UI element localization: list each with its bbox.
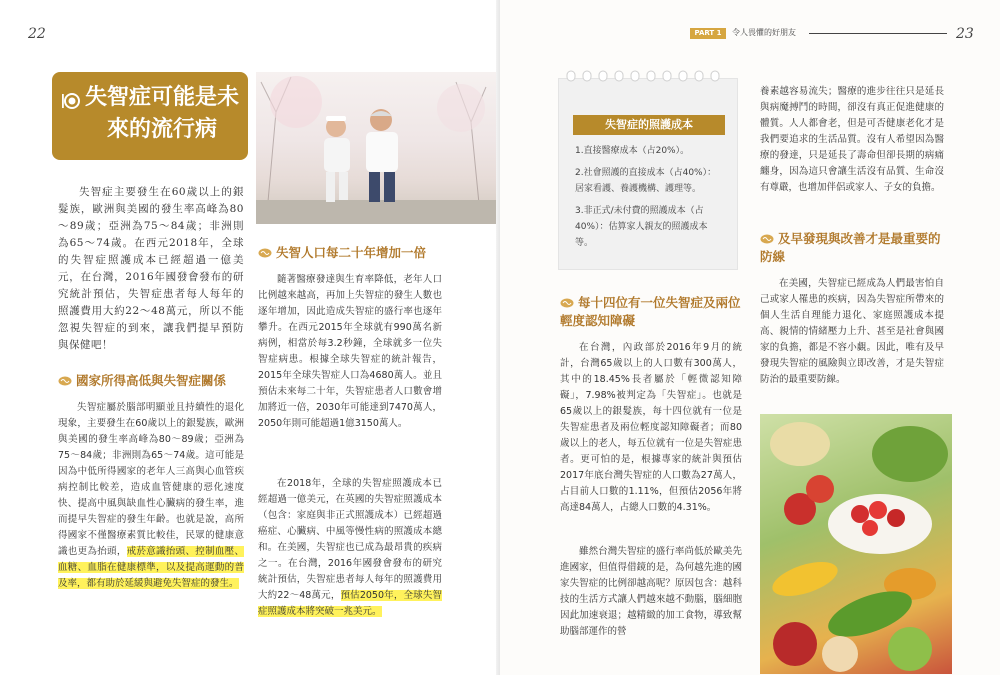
section4-body: 在美國，失智症已經成為人們最害怕自己或家人罹患的疾病，因為失智症所帶來的個人生活自理能力退化、家庭照護成本提高、親情的情緒壓力上升、甚至是社會與國家的負擔，都是不容小覷。因此，唯有及早發現失智症的風險與立即改善，才是失智症防治的最重要防線。 — [760, 278, 944, 385]
section3-heading — [560, 294, 746, 330]
note-list — [575, 143, 725, 257]
jogging-couple-illustration — [256, 72, 500, 224]
section1-heading — [58, 372, 248, 390]
section3-para2: 雖然台灣失智症的盛行率尚低於歐美先進國家，但值得借鏡的是，為何越先進的國家失智症的比例卻越高呢？原因包含：越科技的生活方式讓人們越來越不動腦，腦細胞因此加速衰退；越精緻的加工食物，導致幫助腦部運作的營 — [560, 546, 742, 637]
page-number-right: 23 — [956, 26, 974, 42]
brain-icon — [760, 234, 774, 244]
note-item: 2.社會照護的直接成本（占40%）：居家看護、養護機構、護理等。 — [575, 168, 717, 194]
note-item: 1.直接醫療成本（占20%）。 — [575, 146, 690, 156]
section4-heading-text: 及早發現與改善才是最重要的防線 — [760, 231, 941, 264]
note-title: 失智症的照護成本 — [573, 115, 725, 135]
section1-body — [58, 400, 244, 592]
notebook-rings-icon — [563, 70, 735, 82]
section2-para1: 隨著醫療發達與生育率降低，老年人口比例越來越高，再加上失智症的發生人數也逐年增加，因此造成失智症的盛行率也逐年攀升。在西元2015年全球就有990萬名新病例，相當於每3.2秒鐘，全球就多一位失智症病患。根據全球失智症的統計報告，2015年全球失智症人口為4680萬人。並且預估未來每二十年，失智症患者人口數會增加將近一倍，2030年可能達到7470萬人，2050年則可能超過1億3150萬人。 — [258, 274, 442, 429]
section2-text: 在2018年，全球的失智症照護成本已經超過一億美元，在英國的失智症照護成本（包含：家庭與非正式照護成本）已經超過癌症、心臟病、中風等慢性病的照護成本總和。在美國，失智症也已成為最昂貴的疾病之一。在台灣，2016年國發會發布的研究統計預估，失智症患者每人每年的照護費用大約22～48萬元， — [258, 478, 442, 601]
section4-heading — [760, 230, 946, 266]
continued-paragraph: 養素越容易流失；醫療的進步往往只是延長與病魔搏鬥的時間，卻沒有真正促進健康的體質。人人都會老，但是可否健康老化才是我們要追求的生活品質。沒有人希望因為醫療的發達，只是延長了壽命但卻長期的病痛纏身，因為這只會讓生活沒有品質、生命沒有尊嚴，也增加伴侶或家人、子女的負擔。 — [760, 86, 944, 193]
section1-text: 失智症屬於腦部明顯並且持續性的退化現象，主要發生在60歲以上的銀髮族，歐洲與美國的發生率高峰為80～89歲；亞洲為75～84歲；非洲則為65～74歲。這可能是因為中低所得國家的老年人三高與心血管疾病控制比較差，造成血管健康的惡化速度快、提高中風與缺血性心臟病的發生率，進而提早失智症的發生年齡。也就是說，高所得國家不僅醫療素質比較佳，民眾的健康意識也更為抬頭， — [58, 402, 244, 557]
chapter-title: 失智症可能是未來的流行病 — [84, 85, 239, 142]
section2-heading — [258, 244, 494, 262]
part-badge: PART 1 — [690, 28, 726, 39]
brain-icon — [58, 376, 72, 386]
page-number-left: 22 — [28, 26, 46, 42]
section3-heading-text: 每十四位有一位失智症及兩位輕度認知障礙 — [560, 295, 741, 328]
chapter-title-box — [52, 72, 248, 160]
section2-heading-text: 失智人口每二十年增加一倍 — [276, 245, 427, 260]
vegetables-illustration — [760, 414, 952, 674]
running-header-title: 令人畏懼的好朋友 — [732, 28, 796, 37]
brain-icon — [258, 248, 272, 258]
section2-highlight: 預估2050年，全球失智症照護成本將突破一兆美元。 — [258, 590, 442, 617]
plate-fork-icon — [60, 90, 82, 112]
vegetables-fruits-photo — [760, 414, 952, 674]
section3-para1: 在台灣，內政部於2016年9月的統計，台灣65歲以上的人口數有300萬人，其中的18.45%長者屬於「輕微認知障礙」，7.98%被判定為「失智症」。也就是65歲以上的銀髮族，每十四位就有一位是失智症患者及兩位輕度認知障礙者；而80歲以上的老人，每五位就有一位是失智症患者。更可怕的是，根據專家的統計與預估2017年底台灣失智症的人口數為27萬人，占目前人口數的1.11%，但預估2056年將高達84萬人，占總人口數的4.31%。 — [560, 342, 742, 513]
header-rule — [809, 33, 947, 34]
section1-heading-text: 國家所得高低與失智症關係 — [76, 373, 227, 388]
care-cost-note — [558, 78, 738, 270]
brain-icon — [560, 298, 574, 308]
section1-highlight: 戒菸意識抬頭、控制血壓、血糖、血脂在健康標準，以及提高運動的普及率，都有助於延緩與避免失智症的發生。 — [58, 546, 244, 589]
jogging-couple-photo — [256, 72, 500, 224]
section2-para2 — [258, 476, 442, 620]
intro-paragraph: 失智症主要發生在60歲以上的銀髮族，歐洲與美國的發生率高峰為80～89歲；亞洲為75～84歲；非洲則為65～74歲。在西元2018年，全球的失智症照護成本已經超過一億美元，在台灣，2016年國發會發布的研究統計預估，失智症患者每人每年的照護費用大約22～48萬元，所以不能忽視失智症的到來，讓我們提早預防與保健吧！ — [58, 186, 244, 351]
note-item: 3.非正式/未付費的照護成本（占40%）：估算家人親友的照護成本等。 — [575, 206, 708, 248]
